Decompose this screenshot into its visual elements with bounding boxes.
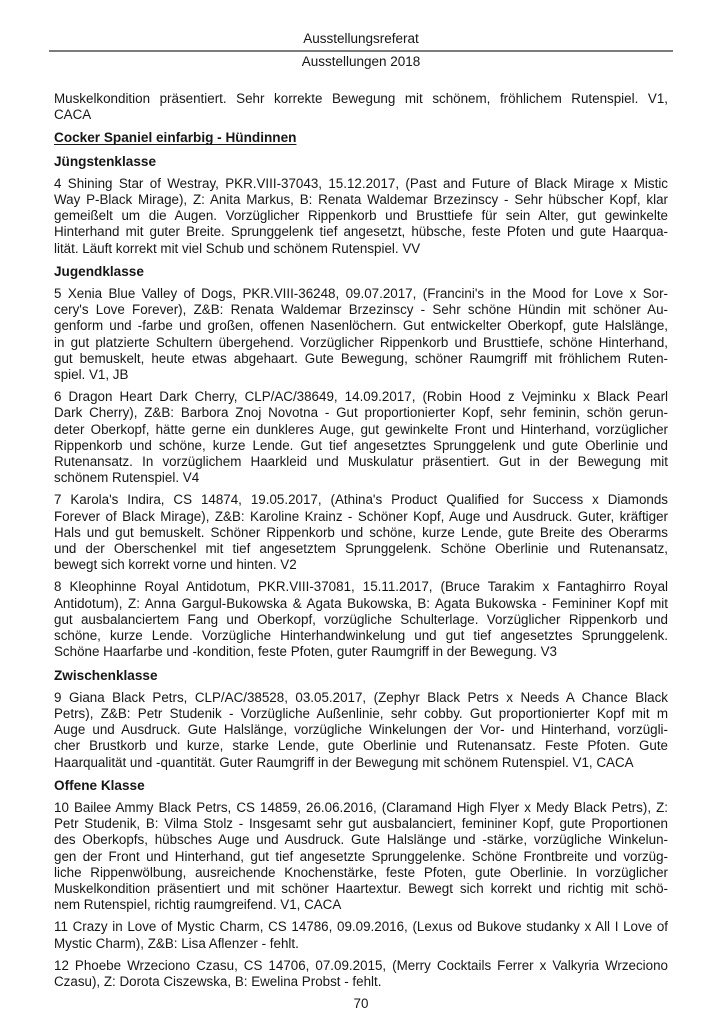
text-line: Muskelkondition präsentiert. Sehr korrekte Bewegung mit schönem, fröhlichem Rutenspiel. V1, [54,91,668,106]
text-line: Mystic Charm), Z&B: Lisa Aflenzer - fehlt. [54,935,299,951]
header-divider [49,50,673,52]
text-line: schönem Rutenspiel. V4 [54,470,200,486]
text-line: Forever of Black Mirage), Z&B: Karoline Krainz - Schöner Kopf, Auge und Ausdruck. Guter, kräftiger [54,508,668,524]
entry-5-paragraph [54,286,668,383]
entry-12-paragraph [54,958,668,990]
text-line: 6 Dragon Heart Dark Cherry, CLP/AC/38649, 14.09.2017, (Robin Hood z Vejminku x Black Pearl [54,389,668,405]
text-line: gut bemuskelt, heute etwas abgehaart. Gute Bewegung, schöner Raumgriff mit fröhlichem Ruten- [54,350,668,366]
page-footer [54,996,668,1012]
text-line: Dark Cherry), Z&B: Barbora Znoj Novotna - Gut proportionierter Kopf, sehr feminin, schön gerun- [54,405,668,421]
report-header [54,31,668,70]
text-line: CACA [54,107,92,123]
breed-heading: Cocker Spaniel einfarbig - Hündinnen [54,130,297,146]
entry-10-paragraph [54,800,668,913]
text-line: lität. Läuft korrekt mit viel Schub und schönem Rutenspiel. VV [54,240,421,256]
entry-11-paragraph [54,919,668,951]
class-heading-zwischenklasse: Zwischenklasse [54,667,158,683]
text-line: nem Rutenspiel, richtig raumgreifend. V1, CACA [54,897,342,913]
text-line: gen der Front und Hinterhand, gut tief angesetzte Sprunggelenke. Schöne Frontbreite und vorzüg- [54,848,668,864]
report-subtitle: Ausstellungen 2018 [301,54,421,69]
entry-6-paragraph [54,389,668,486]
text-line: cery's Love Forever), Z&B: Renata Waldemar Brzezinscy - Sehr schöne Hündin mit schöner Au- [54,302,668,318]
text-line: Hals und gut bemuskelt. Schöner Rippenkorb und schöne, kurze Lende, gute Breite des Oberarms [54,524,668,540]
text-line: 7 Karola's Indira, CS 14874, 19.05.2017, (Athina's Product Qualified for Success x Diamonds [54,492,668,508]
text-line: Rippenkorb und schöne, kurze Lende. Gut tief angesetztes Sprunggelenk und gute Oberlinie und [54,437,668,453]
text-line: und der Oberschenkel mit tief angesetztem Sprunggelenk. Schöne Oberlinie und Rutenansatz, [54,541,668,557]
text-line: gemeißelt um die Augen. Vorzüglicher Rippenkorb und Brusttiefe für sein Alter, gut gewinkelte [54,208,668,224]
text-line: liche Rippenwölbung, ausreichende Knochenstärke, feste Pfoten, gute Oberlinie. In vorzüglicher [54,864,668,880]
text-line: Antidotum), Z: Anna Gargul-Bukowska & Agata Bukowska, B: Agata Bukowska - Femininer Kopf mit [54,595,668,611]
carryover-paragraph [54,91,668,123]
text-line: 8 Kleophinne Royal Antidotum, PKR.VIII-37081, 15.11.2017, (Bruce Tarakim x Fantaghirro Royal [54,579,668,595]
entry-9-paragraph [54,690,668,771]
text-line: genform und -farbe und großen, offenen Nasenlöchern. Gut entwickelter Oberkopf, gute Halslänge, [54,318,668,334]
text-line: Way P-Black Mirage), Z: Anita Markus, B: Renata Waldemar Brzezinscy - Sehr hübscher Kopf, klar [54,192,668,208]
text-line: spiel. V1, JB [54,367,129,383]
text-line: gut ausbalanciertem Fang und Oberkopf, vorzügliche Schulterlage. Vorzüglicher Rippenkorb und [54,611,668,627]
text-line: Muskelkondition präsentiert und mit schöner Haartextur. Bewegt sich korrekt und richtig mit schö- [54,880,668,896]
page-number: 70 [353,996,369,1012]
text-line: Czasu), Z: Dorota Ciszewska, B: Ewelina Probst - fehlt. [54,973,382,989]
text-line: Auge und Ausdruck. Gute Halslänge, vorzügliche Winkelungen der Vor- und Hinterhand, vorzügli- [54,722,668,738]
text-line: Schöne Haarfarbe und -kondition, feste Pfoten, guter Raumgriff in der Bewegung. V3 [54,644,557,660]
text-line: cher Brustkorb und kurze, starke Lende, gute Oberlinie und Rutenansatz. Feste Pfoten. Gute [54,738,668,754]
text-line: in gut platzierte Schultern übergehend. Vorzüglicher Rippenkorb und Brusttiefe, schöne Hinterhand, [54,334,668,350]
document-body [54,70,668,990]
report-title: Ausstellungsreferat [303,31,419,46]
text-line: 9 Giana Black Petrs, CLP/AC/38528, 03.05.2017, (Zephyr Black Petrs x Needs A Chance Black [54,689,668,705]
entry-8-paragraph [54,579,668,660]
text-line: 4 Shining Star of Westray, PKR.VIII-37043, 15.12.2017, (Past and Future of Black Mirage x Mistic [54,175,668,191]
text-line: Hinterhand mit guter Breite. Sprunggelenk tief angesetzt, hübsche, feste Pfoten und gute Haarqua- [54,224,668,240]
text-line: Haarqualität und -quantität. Guter Raumgriff in der Bewegung mit schönem Rutenspiel. V1, CACA [54,754,634,770]
text-line: 5 Xenia Blue Valley of Dogs, PKR.VIII-36248, 09.07.2017, (Francini's in the Mood for Love x Sor- [54,286,668,302]
class-heading-offene-klasse: Offene Klasse [54,777,145,793]
text-line: 12 Phoebe Wrzeciono Czasu, CS 14706, 07.09.2015, (Merry Cocktails Ferrer x Valkyria Wrzeciono [54,957,668,973]
entry-7-paragraph [54,492,668,573]
text-line: Rutenansatz. In vorzüglichem Haarkleid und Muskulatur präsentiert. Gut in der Bewegung mit [54,454,668,470]
text-line: deter Oberkopf, hätte gerne ein dunkleres Auge, gut gewinkelte Front und Hinterhand, vorzüglicher [54,421,668,437]
class-heading-juengstenklasse: Jüngstenklasse [54,153,156,169]
class-heading-jugendklasse: Jugendklasse [54,263,144,279]
text-line: des Oberkopfs, hübsches Auge und Ausdruck. Gute Halslänge und -stärke, vorzügliche Winkelun- [54,832,668,848]
text-line: Petr Studenik, B: Vilma Stolz - Insgesamt sehr gut ausbalanciert, femininer Kopf, gute Proportionen [54,816,668,832]
text-line: 10 Bailee Ammy Black Petrs, CS 14859, 26.06.2016, (Claramand High Flyer x Medy Black Petrs), Z: [54,799,668,815]
entry-4-paragraph [54,176,668,257]
text-line: 11 Crazy in Love of Mystic Charm, CS 14786, 09.09.2016, (Lexus od Bukove studanky x All I Love of [54,919,668,935]
text-line: bewegt sich korrekt vorne und hinten. V2 [54,557,297,573]
text-line: schöne, kurze Lende. Vorzügliche Hinterhandwinkelung und gut tief angesetztes Sprunggelenk. [54,628,668,644]
text-line: Petrs), Z&B: Petr Studenik - Vorzügliche Außenlinie, sehr cobby. Gut proportionierter Kopf mit m [54,705,668,721]
